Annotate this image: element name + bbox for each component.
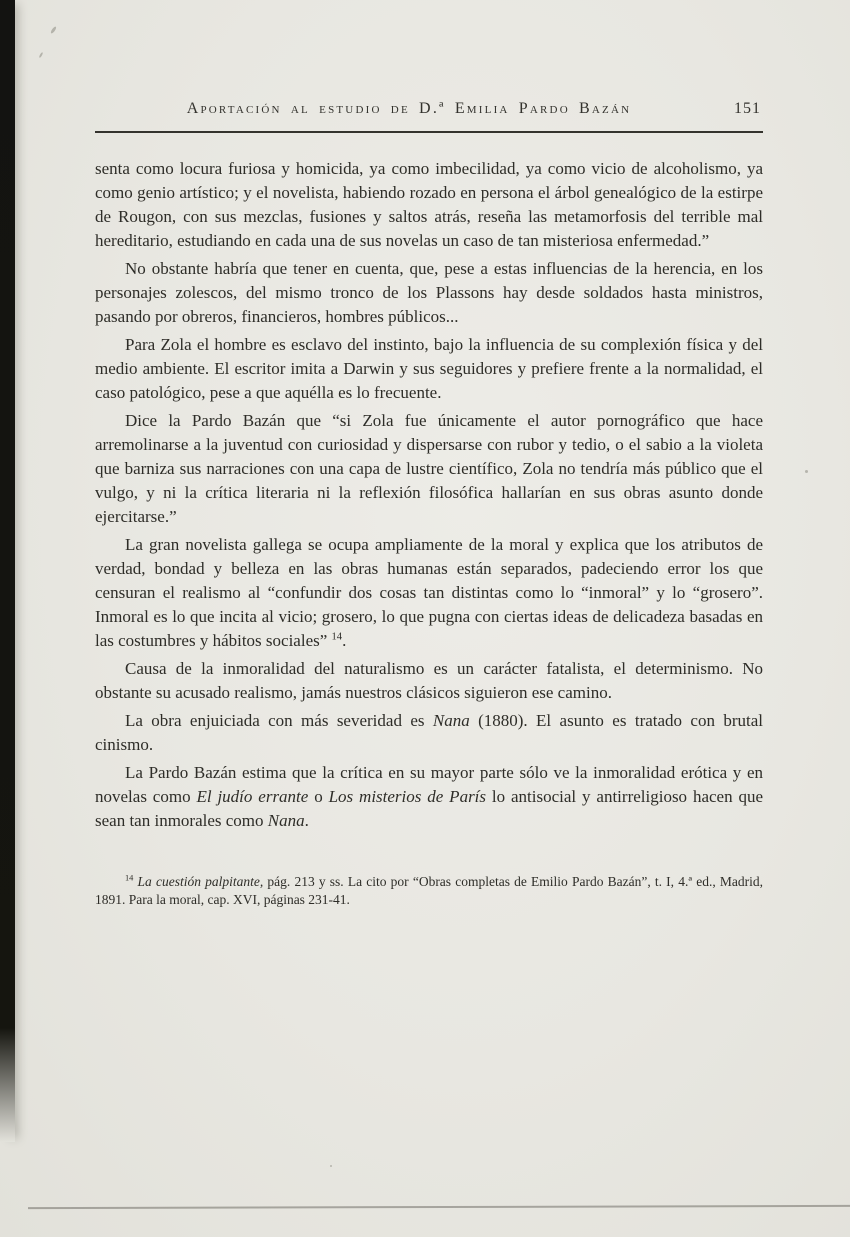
text-run: La cuestión palpitante, [137, 874, 264, 889]
footnote-marker: 14 [331, 631, 343, 643]
text-run: (1880). El asunto es tratado con brutal cinismo. [95, 711, 763, 754]
text-run: Dice la Pardo Bazán que “si Zola fue únicamente el autor pornográfico que hace arremolinarse a la juventud con curiosidad y dispersarse con rubor y tedio, o el sabio a la violeta que barniza sus narraciones con una capa de lustre científico, Zola no tendría más público que el vulgo, y ni la crítica literaria ni la reflexión filosófica hallarían en sus obras asunto donde ejercitarse.” [95, 411, 763, 526]
body-text [95, 157, 763, 833]
footnote-marker: 14 [125, 873, 134, 883]
page-content [95, 100, 763, 909]
footnote [95, 873, 763, 909]
text-run: o [308, 787, 329, 806]
text-run: La gran novelista gallega se ocupa ampliamente de la moral y explica que los atributos de verdad, bondad y belleza en las obras humanas están separados, padeciendo error los que censuran el realismo al “confundir dos cosas tan distintas como lo “inmoral” y lo “grosero”. Inmoral es lo que incita al vicio; grosero, lo que pugna con ciertas ideas de delicadeza basadas en las costumbres y hábitos sociales” [95, 535, 763, 650]
text-run: Para Zola el hombre es esclavo del instinto, bajo la influencia de su complexión física y del medio ambiente. El escritor imita a Darwin y sus seguidores y prefiere frente a la normalidad, el caso patológico, pese a que aquélla es lo frecuente. [95, 335, 763, 402]
text-run: Nana [432, 711, 470, 730]
paragraph [95, 409, 763, 529]
paragraph [95, 157, 763, 253]
text-run: . [342, 631, 347, 650]
text-run: . [304, 811, 309, 830]
paragraph [95, 533, 763, 653]
text-run: pág. 213 y ss. La cito por “Obras completas de Emilio Pardo Bazán”, t. I, 4.ª ed., Madrid, 1891. Para la moral, cap. XVI, páginas 231-41. [95, 874, 764, 907]
text-run: El judío errante [196, 787, 309, 806]
paragraph [95, 333, 763, 405]
scan-speck [50, 26, 57, 34]
running-header-title: Aportación al estudio de D.ª Emilia Pardo Bazán [186, 100, 632, 117]
paragraph [95, 709, 763, 757]
text-run: Nana [267, 811, 305, 830]
scan-speck [330, 1165, 332, 1167]
text-run: Causa de la inmoralidad del naturalismo es un carácter fatalista, el determinismo. No obstante su acusado realismo, jamás nuestros clásicos siguieron ese camino. [95, 659, 763, 702]
text-run: La Pardo Bazán estima que la crítica en su mayor parte sólo ve la inmoralidad erótica y en novelas como [95, 763, 763, 806]
text-run: lo antisocial y antirreligioso hacen que sean tan inmorales como [95, 787, 764, 830]
text-run: La obra enjuiciada con más severidad es [125, 711, 433, 730]
running-header [95, 100, 763, 124]
scan-speck [39, 52, 44, 58]
page-number: 151 [734, 100, 761, 117]
paragraph [95, 657, 763, 705]
paragraph [95, 761, 763, 833]
text-run: Los misterios de París [328, 787, 487, 806]
binding-edge-shadow [0, 0, 15, 1142]
scan-speck [805, 470, 808, 473]
text-run: senta como locura furiosa y homicida, ya como imbecilidad, ya como vicio de alcoholismo, ya como genio artístico; y el novelista, habiendo rozado en persona el árbol genealógico de la estirpe de Rougon, con sus mezclas, fusiones y saltos atrás, reseña las metamorfosis del terrible mal hereditario, estudiando en cada una de sus novelas un caso de tan misteriosa enfermedad.” [95, 159, 763, 250]
text-run: No obstante habría que tener en cuenta, que, pese a estas influencias de la herencia, en los personajes zolescos, del mismo tronco de los Plassons hay desde soldados hasta ministros, pasando por obreros, financieros, hombres públicos... [95, 259, 763, 326]
paragraph [95, 257, 763, 329]
header-rule [95, 131, 763, 133]
bottom-scan-line [28, 1205, 850, 1209]
